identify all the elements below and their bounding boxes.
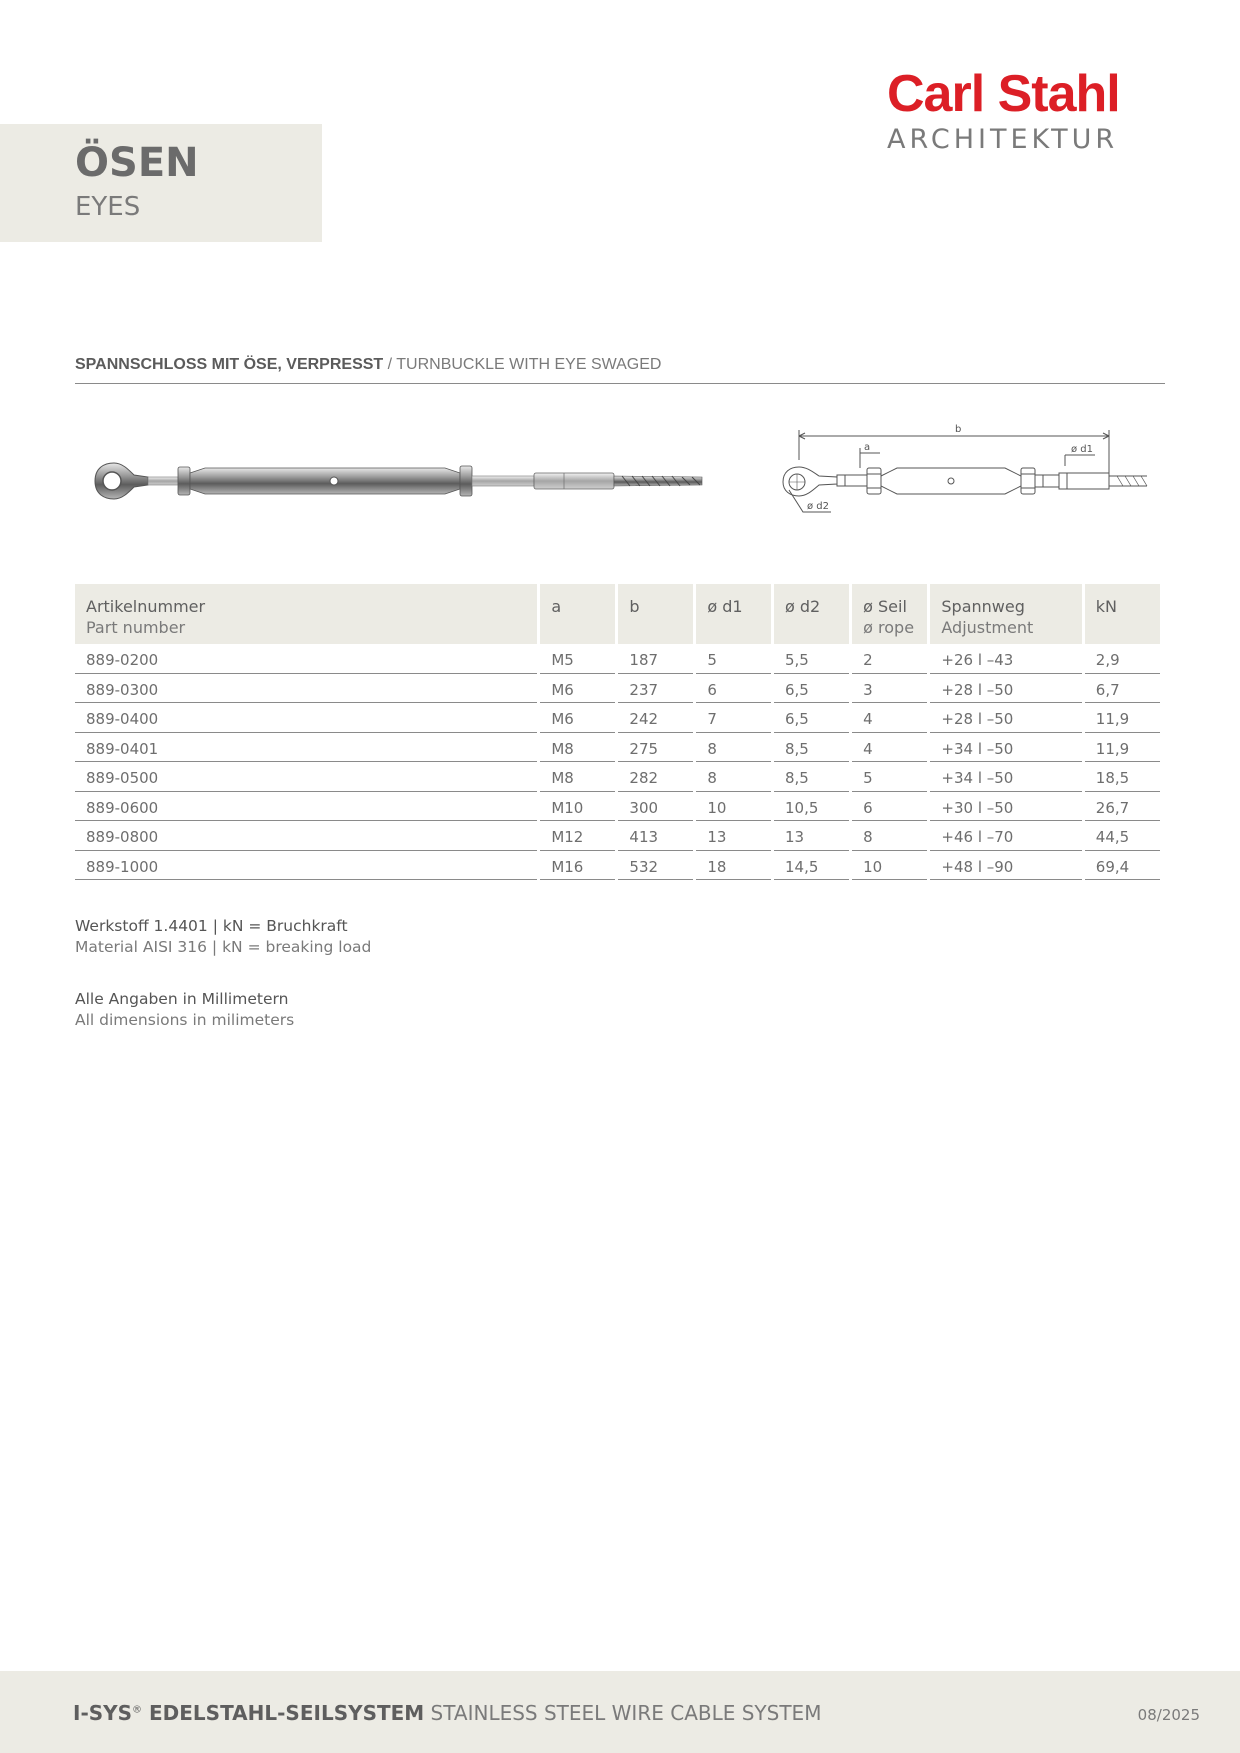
table-cell: 282 bbox=[618, 762, 693, 792]
table-row bbox=[75, 851, 1160, 881]
header-sublabel: Adjustment bbox=[941, 618, 1034, 637]
table-row bbox=[75, 821, 1160, 851]
table-cell: 889-0600 bbox=[75, 792, 537, 822]
table-cell: +48 l –90 bbox=[930, 851, 1081, 881]
diagram-label-b: b bbox=[955, 424, 962, 435]
diagram-label-d1: ø d1 bbox=[1071, 444, 1094, 455]
table-cell: 4 bbox=[852, 733, 927, 763]
material-note bbox=[75, 916, 371, 958]
section-heading-en: TURNBUCKLE WITH EYE SWAGED bbox=[396, 356, 662, 373]
table-cell: 26,7 bbox=[1085, 792, 1160, 822]
table-cell: 889-0800 bbox=[75, 821, 537, 851]
table-cell: 5,5 bbox=[774, 644, 849, 674]
table-cell: 10,5 bbox=[774, 792, 849, 822]
table-cell: 5 bbox=[852, 762, 927, 792]
table-cell: 300 bbox=[618, 792, 693, 822]
table-cell: 69,4 bbox=[1085, 851, 1160, 881]
table-cell: 237 bbox=[618, 674, 693, 704]
table-cell: 44,5 bbox=[1085, 821, 1160, 851]
header-label: Artikelnummer bbox=[86, 597, 206, 616]
table-header-cell bbox=[696, 584, 771, 644]
table-header-cell bbox=[930, 584, 1081, 644]
table-row bbox=[75, 674, 1160, 704]
material-note-en: Material AISI 316 | kN = breaking load bbox=[75, 938, 372, 956]
dimensions-note bbox=[75, 989, 294, 1031]
table-cell: +26 l –43 bbox=[930, 644, 1081, 674]
table-cell: 13 bbox=[774, 821, 849, 851]
table-row bbox=[75, 644, 1160, 674]
table-cell: M16 bbox=[540, 851, 615, 881]
header-label: kN bbox=[1095, 597, 1118, 616]
table-body bbox=[75, 644, 1160, 880]
footer-brand bbox=[73, 1701, 424, 1725]
table-cell: 11,9 bbox=[1085, 733, 1160, 763]
table-cell: 889-0401 bbox=[75, 733, 537, 763]
table-row bbox=[75, 703, 1160, 733]
table-cell: M6 bbox=[540, 703, 615, 733]
table-cell: 8,5 bbox=[774, 762, 849, 792]
table-cell: +34 l –50 bbox=[930, 733, 1081, 763]
table-cell: 6 bbox=[852, 792, 927, 822]
logo-brand-text: Carl Stahl bbox=[887, 65, 1120, 123]
table-cell: 5 bbox=[696, 644, 771, 674]
table-cell: 275 bbox=[618, 733, 693, 763]
header-sublabel: ø rope bbox=[863, 618, 915, 637]
dimensions-note-en: All dimensions in milimeters bbox=[75, 1011, 295, 1029]
table-cell: M6 bbox=[540, 674, 615, 704]
section-heading-separator: / bbox=[383, 356, 397, 373]
table-cell: 889-1000 bbox=[75, 851, 537, 881]
page-title: ÖSEN bbox=[75, 140, 199, 186]
table-cell: 10 bbox=[852, 851, 927, 881]
table-cell: 889-0200 bbox=[75, 644, 537, 674]
table-cell: 8 bbox=[696, 762, 771, 792]
table-cell: 8,5 bbox=[774, 733, 849, 763]
table-cell: 6,5 bbox=[774, 674, 849, 704]
table-cell: 2 bbox=[852, 644, 927, 674]
table-cell: 6,5 bbox=[774, 703, 849, 733]
table-cell: 889-0400 bbox=[75, 703, 537, 733]
table-cell: M8 bbox=[540, 733, 615, 763]
table-cell: 14,5 bbox=[774, 851, 849, 881]
section-heading bbox=[75, 356, 1165, 384]
table-cell: M12 bbox=[540, 821, 615, 851]
table-header-cell bbox=[618, 584, 693, 644]
header-label: ø d1 bbox=[707, 597, 743, 616]
table-row bbox=[75, 733, 1160, 763]
company-logo bbox=[887, 65, 1187, 155]
logo-subtitle: ARCHITEKTUR bbox=[887, 124, 1119, 155]
table-row bbox=[75, 792, 1160, 822]
footer-registered-mark: ® bbox=[132, 1704, 143, 1716]
dimensions-note-de: Alle Angaben in Millimetern bbox=[75, 990, 289, 1008]
table-cell: M10 bbox=[540, 792, 615, 822]
table-cell: 8 bbox=[696, 733, 771, 763]
table-cell: +28 l –50 bbox=[930, 703, 1081, 733]
spec-table bbox=[72, 584, 1163, 880]
table-header-cell bbox=[1085, 584, 1160, 644]
turnbuckle-product-image bbox=[90, 450, 710, 512]
table-cell: 532 bbox=[618, 851, 693, 881]
footer-brand-name: I-SYS bbox=[73, 1701, 133, 1725]
table-cell: 889-0500 bbox=[75, 762, 537, 792]
table-cell: M8 bbox=[540, 762, 615, 792]
diagram-label-d2: ø d2 bbox=[807, 501, 830, 512]
table-cell: 11,9 bbox=[1085, 703, 1160, 733]
table-cell: +46 l –70 bbox=[930, 821, 1081, 851]
table-cell: M5 bbox=[540, 644, 615, 674]
table-cell: 18 bbox=[696, 851, 771, 881]
header-sublabel: Part number bbox=[86, 618, 186, 637]
table-cell: 2,9 bbox=[1085, 644, 1160, 674]
page-footer bbox=[0, 1671, 1240, 1753]
table-cell: 413 bbox=[618, 821, 693, 851]
table-cell: 6 bbox=[696, 674, 771, 704]
table-cell: 8 bbox=[852, 821, 927, 851]
table-row bbox=[75, 762, 1160, 792]
table-header-row bbox=[75, 584, 1160, 644]
header-label: ø d2 bbox=[784, 597, 821, 616]
diagram-label-a: a bbox=[864, 442, 871, 453]
page-subtitle: EYES bbox=[75, 192, 141, 222]
table-cell: 13 bbox=[696, 821, 771, 851]
footer-title-en: STAINLESS STEEL WIRE CABLE SYSTEM bbox=[424, 1701, 822, 1725]
table-header-cell bbox=[540, 584, 615, 644]
table-header-cell bbox=[852, 584, 927, 644]
table-cell: 18,5 bbox=[1085, 762, 1160, 792]
table-cell: 242 bbox=[618, 703, 693, 733]
footer-date: 08/2025 bbox=[1137, 1706, 1200, 1724]
header-label: a bbox=[551, 597, 562, 616]
material-note-de: Werkstoff 1.4401 | kN = Bruchkraft bbox=[75, 917, 348, 935]
table-cell: +34 l –50 bbox=[930, 762, 1081, 792]
turnbuckle-dimension-diagram bbox=[775, 420, 1155, 520]
page-title-box bbox=[0, 124, 322, 242]
section-heading-de: SPANNSCHLOSS MIT ÖSE, VERPRESST bbox=[75, 356, 384, 373]
header-label: ø Seil bbox=[863, 597, 907, 616]
table-cell: 889-0300 bbox=[75, 674, 537, 704]
table-cell: +30 l –50 bbox=[930, 792, 1081, 822]
footer-title-de: EDELSTAHL-SEILSYSTEM bbox=[142, 1701, 425, 1725]
table-cell: 10 bbox=[696, 792, 771, 822]
header-label: Spannweg bbox=[941, 597, 1025, 616]
footer-title bbox=[73, 1701, 821, 1725]
header-label: b bbox=[629, 597, 640, 616]
table-cell: 3 bbox=[852, 674, 927, 704]
table-cell: 7 bbox=[696, 703, 771, 733]
table-cell: 4 bbox=[852, 703, 927, 733]
table-header-cell bbox=[75, 584, 537, 644]
table-cell: 6,7 bbox=[1085, 674, 1160, 704]
table-header-cell bbox=[774, 584, 849, 644]
table-cell: +28 l –50 bbox=[930, 674, 1081, 704]
table-cell: 187 bbox=[618, 644, 693, 674]
